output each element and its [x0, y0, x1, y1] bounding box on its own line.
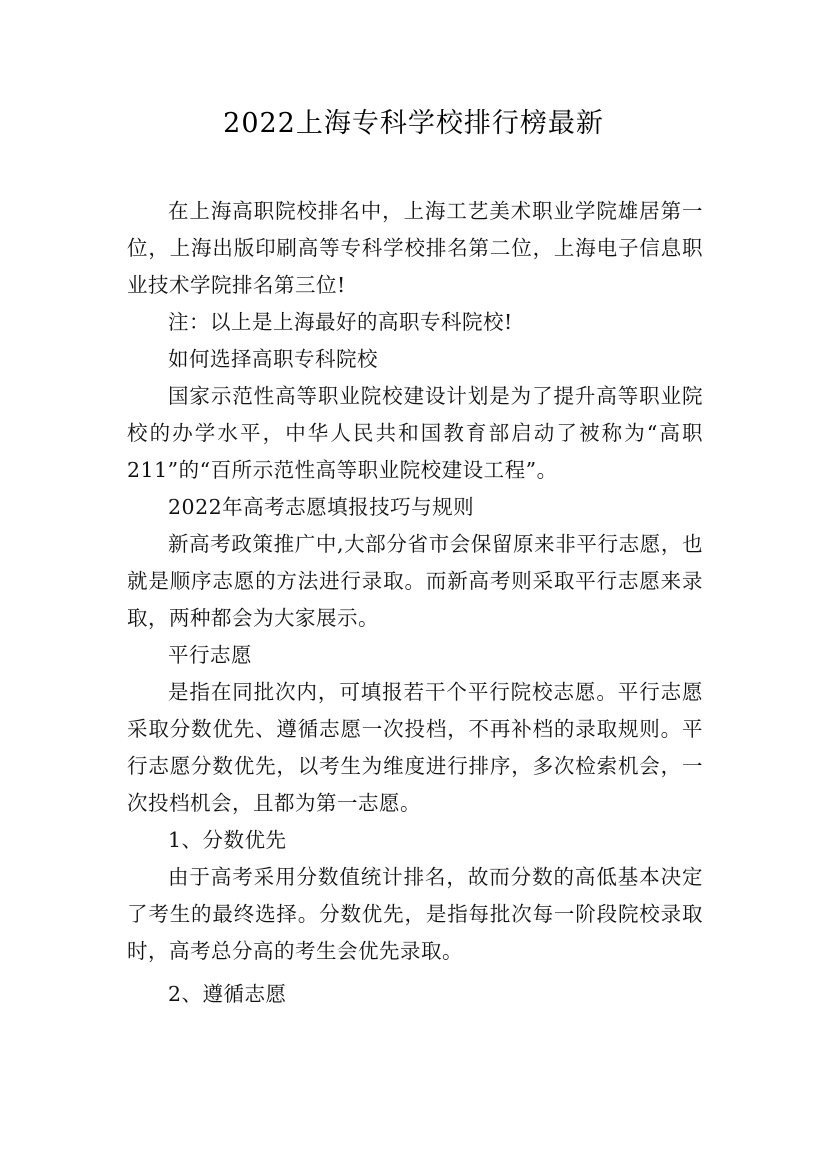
paragraph-parallel-choice-definition: 是指在同批次内，可填报若干个平行院校志愿。平行志愿采取分数优先、遵循志愿一次投档，不再补档的录取规则。平行志愿分数优先，以考生为维度进行排序，多次检索机会，一次投档机会，且都为第一志愿。 — [127, 680, 703, 815]
section-heading-how-to-choose: 如何选择高职专科院校 — [168, 347, 378, 371]
paragraph-ranking: 在上海高职院校排名中，上海工艺美术职业学院雄居第一位，上海出版印刷高等专科学校排名第二位，上海电子信息职业技术学院排名第三位! — [127, 199, 703, 297]
section-heading-score-priority: 1、分数优先 — [168, 828, 287, 852]
section-heading-application-tips: 2022年高考志愿填报技巧与规则 — [168, 495, 475, 519]
paragraph-score-priority: 由于高考采用分数值统计排名，故而分数的高低基本决定了考生的最终选择。分数优先，是指每批次每一阶段院校录取时，高考总分高的考生会优先录取。 — [127, 865, 703, 963]
paragraph-demonstration-program: 国家示范性高等职业院校建设计划是为了提升高等职业院校的办学水平，中华人民共和国教育部启动了被称为“高职211”的“百所示范性高等职业院校建设工程”。 — [127, 384, 703, 482]
page-title: 2022上海专科学校排行榜最新 — [223, 108, 604, 139]
document-body — [127, 193, 703, 1013]
paragraph-new-policy: 新高考政策推广中,大部分省市会保留原来非平行志愿，也就是顺序志愿的方法进行录取。而新高考则采取平行志愿来录取，两种都会为大家展示。 — [127, 532, 703, 630]
section-heading-follow-choice: 2、遵循志愿 — [168, 982, 287, 1006]
paragraph-note: 注：以上是上海最好的高职专科院校! — [168, 310, 513, 334]
section-heading-parallel-choice: 平行志愿 — [168, 643, 252, 667]
